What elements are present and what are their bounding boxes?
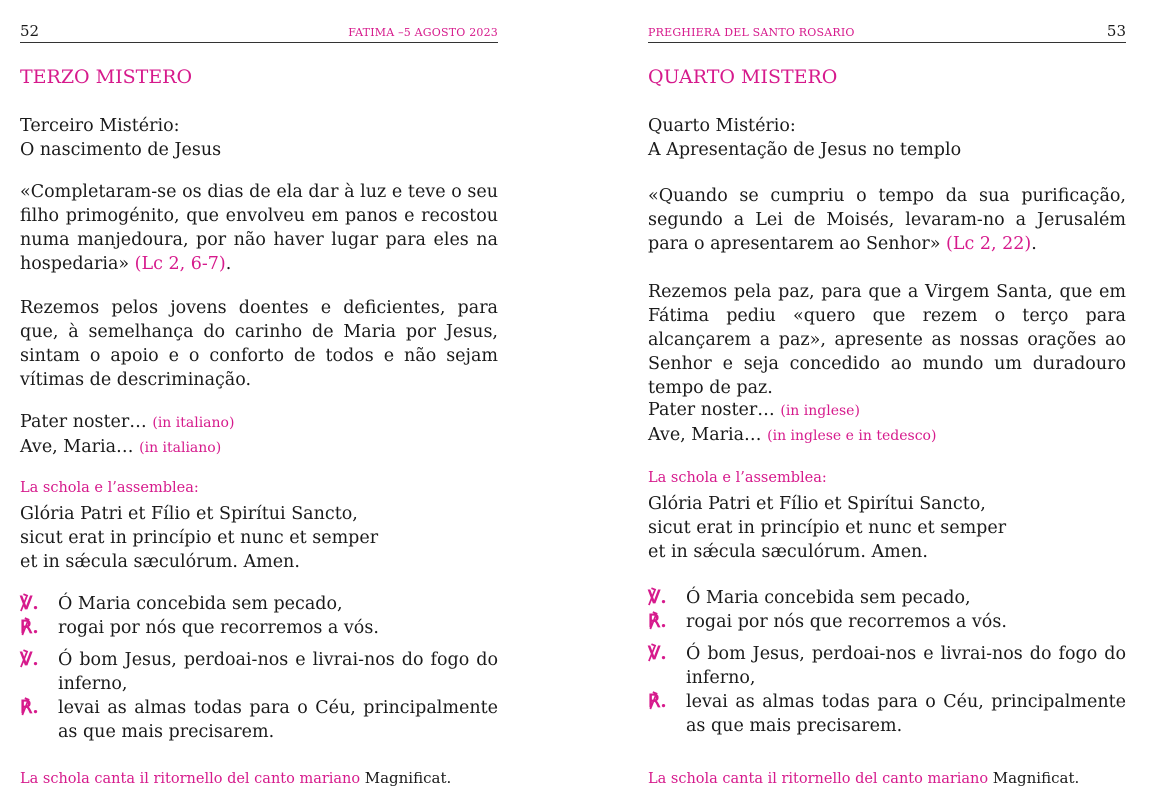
response-symbol: ℟. (20, 617, 39, 638)
prayer-intention: Rezemos pelos jovens doentes e deficientes, para que, à semelhança do carinho de Maria por Jesus, sintam o apoio e o conforto de todos e não sejam vítimas de descriminação. (20, 298, 498, 390)
closing-hymn-title: Magnificat. (992, 769, 1080, 787)
prayer-intention: Rezemos pela paz, para que a Virgem Santa, que em Fátima pediu «quero que rezem o terço para alcançarem a paz», apresente as nossas orações ao Senhor e seja concedido ao mundo um duradouro tempo de paz. (648, 282, 1126, 398)
ave-language-note: (in italiano) (139, 440, 222, 456)
response-row (20, 696, 498, 744)
gloria-line-2: sicut erat in princípio et nunc et semper (20, 528, 379, 548)
mystery-subtitle (20, 114, 498, 162)
scripture-reference: (Lc 2, 22) (946, 234, 1032, 254)
response-symbol: ℟. (648, 691, 667, 712)
response-symbol: ℟. (648, 611, 667, 632)
versicle-symbol: ℣. (648, 587, 667, 608)
subtitle-line-1: Quarto Mistério: (648, 116, 796, 136)
mystery-subtitle (648, 114, 1126, 162)
pater-noster: Pater noster… (20, 412, 147, 432)
gloria-patri (20, 502, 498, 574)
versicle-text: Ó Maria concebida sem pecado, (686, 588, 971, 608)
scripture-passage: «Quando se cumpriu o tempo da sua purificação, segundo a Lei de Moisés, levaram-no a Jerusalém para o apresentarem ao Senhor» (Lc 2, 22). (648, 186, 1126, 254)
closing-rubric-text: La schola canta il ritornello del canto mariano (648, 771, 989, 787)
response-row (648, 690, 1126, 738)
gloria-line-1: Glória Patri et Fílio et Spirítui Sancto, (648, 494, 986, 514)
subtitle-line-2: O nascimento de Jesus (20, 140, 222, 160)
ave-maria: Ave, Maria… (648, 425, 762, 445)
response-text: levai as almas todas para o Céu, principalmente as que mais precisarem. (686, 692, 1126, 736)
gloria-line-2: sicut erat in princípio et nunc et semper (648, 518, 1007, 538)
running-head (20, 22, 498, 43)
right-page (648, 0, 1126, 808)
gloria-line-1: Glória Patri et Fílio et Spirítui Sancto, (20, 504, 358, 524)
versicle-text: Ó bom Jesus, perdoai-nos e livrai-nos do fogo do inferno, (58, 650, 498, 694)
pater-language-note: (in italiano) (152, 415, 235, 431)
subtitle-line-2: A Apresentação de Jesus no templo (648, 140, 962, 160)
versicle-symbol: ℣. (20, 593, 39, 614)
versicle-row (648, 642, 1126, 690)
versicle-text: Ó bom Jesus, perdoai-nos e livrai-nos do fogo do inferno, (686, 644, 1126, 688)
left-page (20, 0, 498, 808)
mystery-title: TERZO MISTERO (20, 66, 193, 88)
scripture-text: «Completaram-se os dias de ela dar à luz e teve o seu filho primogénito, que envolveu em panos e recostou numa manjedoura, por não haver lugar para eles na hospedaria» (20, 182, 498, 274)
versicle-symbol: ℣. (20, 649, 39, 670)
versicle-row (20, 648, 498, 696)
scripture-reference: (Lc 2, 6-7) (134, 254, 226, 274)
gloria-line-3: et in sǽcula sæculórum. Amen. (648, 542, 928, 562)
versicle-row (20, 592, 498, 616)
prayer-list (20, 410, 498, 460)
gloria-patri (648, 492, 1126, 564)
response-row (20, 616, 498, 640)
running-head-title: PREGHIERA DEL SANTO ROSARIO (648, 26, 855, 39)
response-row (648, 610, 1126, 634)
pater-noster: Pater noster… (648, 400, 775, 420)
schola-label: La schola e l’assemblea: (20, 480, 199, 496)
closing-rubric (648, 766, 1126, 791)
closing-rubric (20, 766, 498, 791)
versicle-row (648, 586, 1126, 610)
gloria-line-3: et in sǽcula sæculórum. Amen. (20, 552, 300, 572)
response-text: rogai por nós que recorremos a vós. (58, 618, 379, 638)
scripture-text: «Quando se cumpriu o tempo da sua purificação, segundo a Lei de Moisés, levaram-no a Jerusalém para o apresentarem ao Senhor» (648, 186, 1126, 254)
response-symbol: ℟. (20, 697, 39, 718)
scripture-passage: «Completaram-se os dias de ela dar à luz e teve o seu filho primogénito, que envolveu em panos e recostou numa manjedoura, por não haver lugar para eles na hospedaria» (Lc 2, 6-7). (20, 182, 498, 274)
response-text: levai as almas todas para o Céu, principalmente as que mais precisarem. (58, 698, 498, 742)
response-text: rogai por nós que recorremos a vós. (686, 612, 1007, 632)
closing-rubric-text: La schola canta il ritornello del canto mariano (20, 771, 361, 787)
running-head-title: FATIMA –5 AGOSTO 2023 (348, 26, 498, 39)
subtitle-line-1: Terceiro Mistério: (20, 116, 180, 136)
ave-maria: Ave, Maria… (20, 437, 134, 457)
prayer-list (648, 398, 1126, 448)
schola-label: La schola e l’assemblea: (648, 470, 827, 486)
mystery-title: QUARTO MISTERO (648, 66, 838, 88)
ave-language-note: (in inglese e in tedesco) (767, 428, 937, 444)
running-head (648, 22, 1126, 43)
page-number: 53 (1106, 22, 1126, 40)
pater-language-note: (in inglese) (780, 403, 860, 419)
closing-hymn-title: Magnificat. (364, 769, 452, 787)
versicle-symbol: ℣. (648, 643, 667, 664)
versicle-text: Ó Maria concebida sem pecado, (58, 594, 343, 614)
page-number: 52 (20, 22, 40, 40)
